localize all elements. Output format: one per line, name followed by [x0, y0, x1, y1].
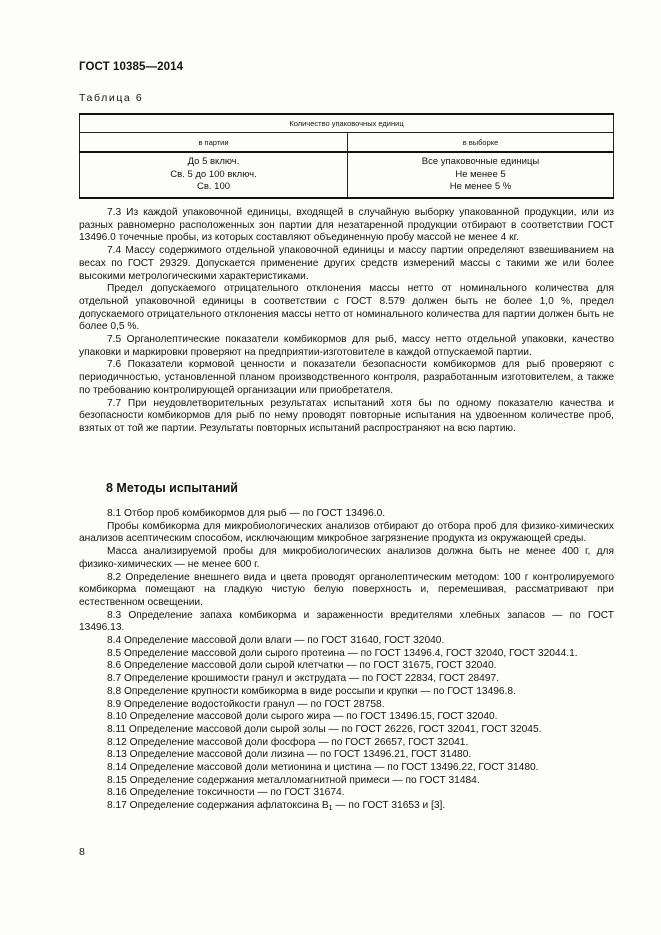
paragraph-7-7: 7.7 При неудовлетворительных результатах испытаний хотя бы по одному показателю качества и безопасности комбикормов для рыб по нему проводят повторные испытания на удвоенном количестве проб, взятых от той же партии. Результаты повторных испытаний распространяют на всю партию.	[79, 397, 614, 434]
paragraph-8-17	[79, 800, 614, 813]
list-item: 8.14 Определение массовой доли метионина и цистина — по ГОСТ 13496.22, ГОСТ 31480.	[107, 762, 539, 774]
paragraph-sample-mass: Масса анализируемой пробы для микробиологических анализов должна быть не менее 400 г, для физико-химических — не менее 600 г.	[79, 546, 614, 570]
aflatoxin-reference: — по ГОСТ 31653 и [3].	[332, 800, 446, 812]
paragraph-8-3: 8.3 Определение запаха комбикорма и зараженности вредителями хлебных запасов — по ГОСТ 13496.13.	[79, 609, 614, 634]
paragraph-microbiology-samples: Пробы комбикорма для микробиологических анализов отбирают до отбора проб для физико-химических анализов асептическим способом, исключающим микробное загрязнение продукта из окружающей среды.	[79, 520, 614, 545]
paragraph-7-5: 7.5 Органолептические показатели комбикормов для рыб, массу нетто отдельной упаковки, качество упаковки и маркировки проверяют на предприятии-изготовителе в каждой отпускаемой партии.	[79, 334, 614, 358]
list-item: 8.13 Определение массовой доли лизина — по ГОСТ 13496.21, ГОСТ 31480.	[107, 749, 472, 761]
paragraph-8-1: 8.1 Отбор проб комбикормов для рыб — по ГОСТ 13496.0.	[107, 508, 386, 519]
list-item: 8.12 Определение массовой доли фосфора — по ГОСТ 26657, ГОСТ 32041.	[107, 736, 469, 748]
list-item: 8.4 Определение массовой доли влаги — по ГОСТ 31640, ГОСТ 32040.	[107, 635, 445, 647]
aflatoxin-text: 8.17 Определение содержания афлатоксина В	[107, 800, 329, 812]
aflatoxin-subscript: 1	[328, 805, 333, 813]
paragraph-8-2: 8.2 Определение внешнего вида и цвета проводят органолептическим методом: 100 г контролируемого комбикорма помещают на гладкую чистую белую поверхность и, перемешивая, рассматривают при естественном освещении.	[79, 571, 614, 608]
list-item: 8.11 Определение массовой доли сырой золы — по ГОСТ 26226, ГОСТ 32041, ГОСТ 32045.	[107, 723, 542, 735]
table-caption: Таблица 6	[79, 92, 144, 104]
list-item: 8.8 Определение крупности комбикорма в виде россыпи и крупки — по ГОСТ 13496.8.	[107, 685, 516, 697]
party-values-cell	[80, 152, 348, 198]
list-item: 8.10 Определение массовой доли сырого жира — по ГОСТ 13496.15, ГОСТ 32040.	[107, 711, 498, 723]
column-header-sample: в выборке	[348, 133, 614, 153]
list-item: 8.9 Определение водостойкости гранул — по ГОСТ 28758.	[107, 698, 385, 710]
list-item: 8.7 Определение крошимости гранул и экструдата — по ГОСТ 22834, ГОСТ 28497.	[107, 673, 500, 685]
list-item: 8.5 Определение массовой доли сырого протеина — по ГОСТ 13496.4, ГОСТ 32040, ГОСТ 32044.1.	[107, 647, 578, 659]
section-8-text	[79, 508, 614, 813]
list-item: 8.15 Определение содержания металломагнитной примеси — по ГОСТ 31484.	[107, 774, 480, 786]
packaging-units-table	[79, 113, 614, 199]
section-7-text	[79, 207, 614, 436]
document-code: ГОСТ 10385—2014	[79, 61, 184, 73]
sample-value: Не менее 5 %	[449, 181, 512, 193]
page-number: 8	[79, 846, 85, 858]
party-value: До 5 включ.	[187, 156, 240, 168]
party-value: Св. 5 до 100 включ.	[170, 168, 257, 180]
column-header-party: в партии	[80, 133, 348, 153]
section-8-title: 8 Методы испытаний	[106, 481, 238, 495]
sample-value: Не менее 5	[455, 168, 506, 180]
paragraph-7-6: 7.6 Показатели кормовой ценности и показатели безопасности комбикормов для рыб проверяют с периодичностью, установленной планом производственного контроля, разработанным изготовителем, а также по требованию контролирующей организации или приобретателя.	[79, 359, 614, 396]
party-value: Св. 100	[196, 181, 231, 193]
paragraph-7-4: 7.4 Массу содержимого отдельной упаковочной единицы и массу партии определяют взвешиванием на весах по ГОСТ 29329. Допускается применение других средств измерений массы с такими же или более высокими метрологическими характеристиками.	[79, 245, 614, 282]
sample-values-cell	[348, 152, 614, 198]
paragraph-7-3: 7.3 Из каждой упаковочной единицы, входящей в случайную выборку упакованной продукции, или из разных равномерно расположенных зон партии для незатаренной продукции отбирают в соответствии ГОСТ 13496.0 точечные пробы, из которых составляют объединенную пробу массой не менее 4 кг.	[79, 207, 614, 244]
paragraph-mass-tolerance: Предел допускаемого отрицательного отклонения массы нетто от номинального количества для отдельной упаковочной единицы в соответствии с ГОСТ 8.579 должен быть не более 1,0 %, предел допускаемого отрицательного отклонения массы нетто от номинального количества для партии должен быть не более 0,5 %.	[79, 283, 614, 333]
list-item: 8.6 Определение массовой доли сырой клетчатки — по ГОСТ 31675, ГОСТ 32040.	[107, 660, 497, 672]
list-item: 8.16 Определение токсичности — по ГОСТ 31674.	[107, 787, 345, 799]
sample-value: Все упаковочные единицы	[421, 156, 540, 168]
table-top-header: Количество упаковочных единиц	[80, 114, 614, 133]
